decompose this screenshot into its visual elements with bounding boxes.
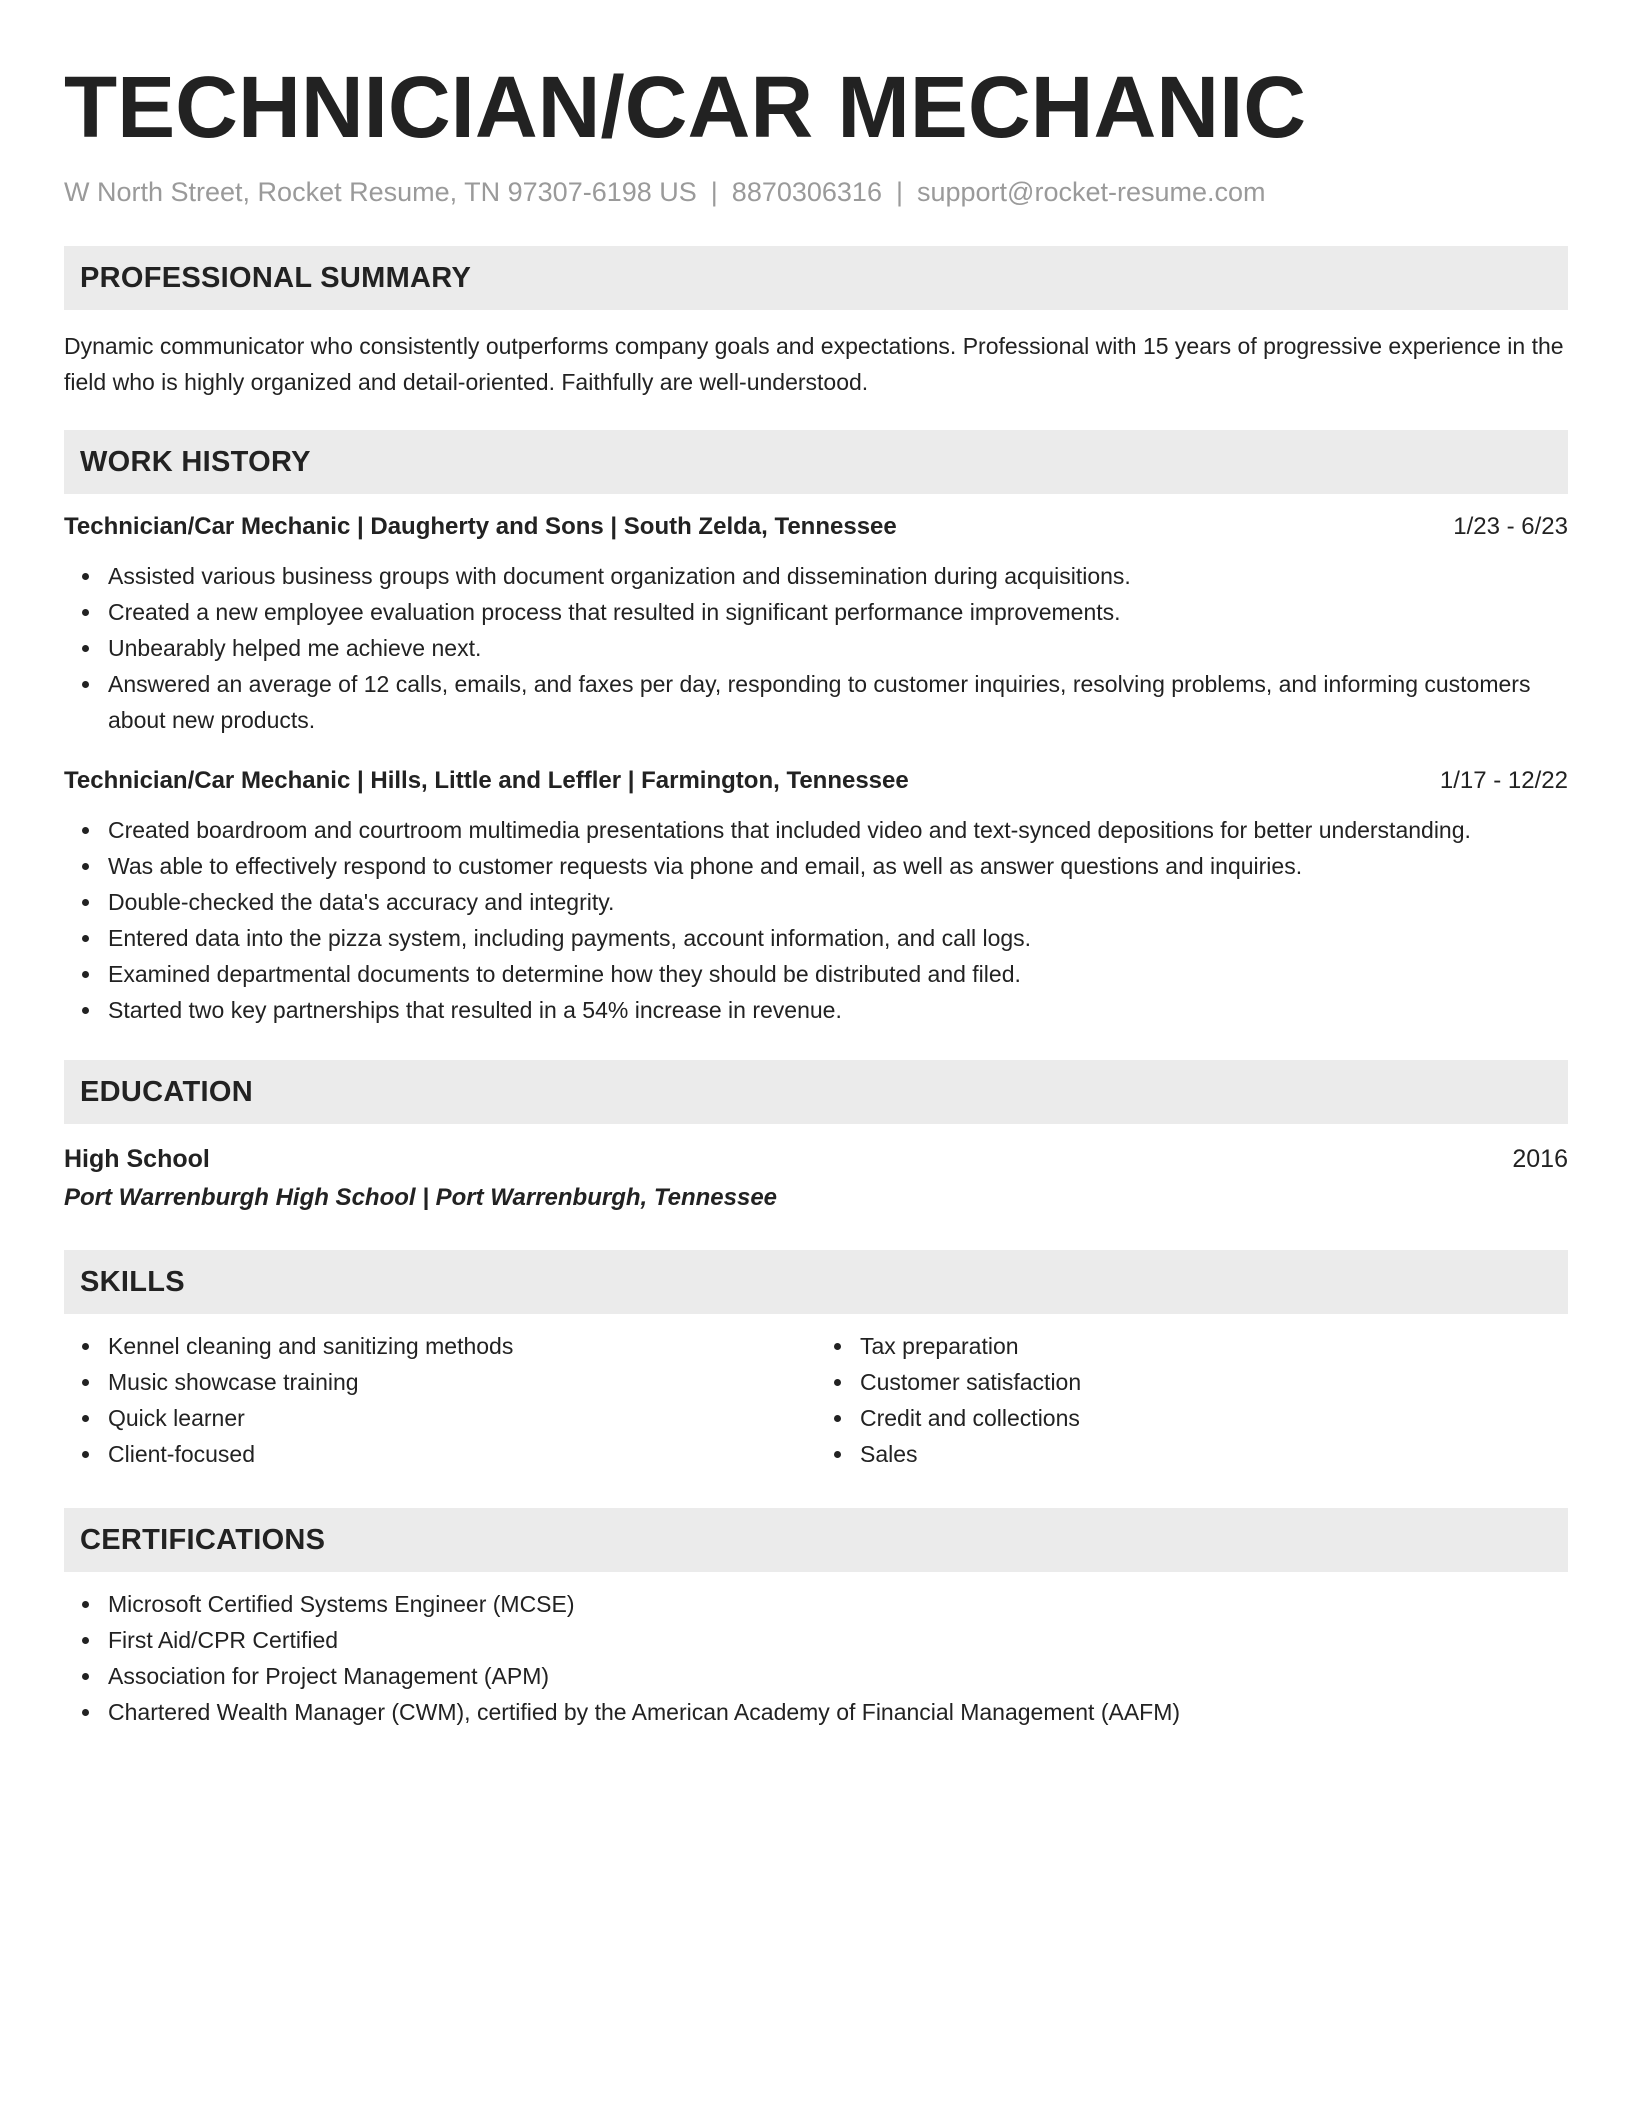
certification-item: Chartered Wealth Manager (CWM), certified by the American Academy of Financial Management (AAFM) [108, 1694, 1568, 1730]
job-header [64, 764, 1568, 798]
certifications-heading: CERTIFICATIONS [80, 1523, 326, 1556]
contact-phone: 8870306316 [731, 177, 882, 207]
certification-item: First Aid/CPR Certified [108, 1622, 1568, 1658]
skills-list [64, 1328, 1568, 1472]
summary-text: Dynamic communicator who consistently outperforms company goals and expectations. Professional with 15 years of progressive experience in the field who is highly organized and detail-oriented. Faithfully are well-understood. [64, 333, 1564, 395]
skills-column-right [816, 1328, 1568, 1472]
job-entry [64, 510, 1568, 738]
summary-section-header [64, 246, 1568, 310]
job-bullet: Unbearably helped me achieve next. [108, 630, 1568, 666]
job-bullet: Created boardroom and courtroom multimedia presentations that included video and text-synced depositions for better understanding. [108, 812, 1568, 848]
job-bullet: Double-checked the data's accuracy and integrity. [108, 884, 1568, 920]
education-heading: EDUCATION [80, 1075, 253, 1108]
skills-column-left [64, 1328, 816, 1472]
skill-item: Credit and collections [860, 1400, 1568, 1436]
certification-item: Association for Project Management (APM) [108, 1658, 1568, 1694]
job-bullet: Started two key partnerships that resulted in a 54% increase in revenue. [108, 992, 1568, 1028]
education-degree: High School [64, 1145, 210, 1173]
job-title: Technician/Car Mechanic | Hills, Little and Leffler | Farmington, Tennessee [64, 767, 909, 794]
job-bullet: Examined departmental documents to determine how they should be distributed and filed. [108, 956, 1568, 992]
skill-item: Client-focused [108, 1436, 816, 1472]
skill-item: Kennel cleaning and sanitizing methods [108, 1328, 816, 1364]
job-bullet: Entered data into the pizza system, including payments, account information, and call logs. [108, 920, 1568, 956]
job-bullets [64, 558, 1568, 738]
job-entry [64, 764, 1568, 1028]
certifications-section-header [64, 1508, 1568, 1572]
skill-item: Quick learner [108, 1400, 816, 1436]
skill-item: Sales [860, 1436, 1568, 1472]
job-title: Technician/Car Mechanic | Daugherty and Sons | South Zelda, Tennessee [64, 513, 897, 540]
contact-address: W North Street, Rocket Resume, TN 97307-6198 US [64, 177, 697, 207]
contact-line [64, 177, 1568, 208]
work-heading: WORK HISTORY [80, 445, 311, 478]
skills-section-header [64, 1250, 1568, 1314]
education-header [64, 1142, 1568, 1176]
candidate-name: TECHNICIAN/CAR MECHANIC [64, 59, 1307, 156]
certifications-list [64, 1586, 1568, 1730]
contact-separator: | [710, 177, 718, 207]
contact-separator: | [895, 177, 903, 207]
education-section-header [64, 1060, 1568, 1124]
education-school: Port Warrenburgh High School | Port Warrenburgh, Tennessee [64, 1184, 778, 1211]
job-bullet: Assisted various business groups with document organization and dissemination during acquisitions. [108, 558, 1568, 594]
education-year: 2016 [1512, 1145, 1568, 1173]
job-bullet: Created a new employee evaluation process that resulted in significant performance improvements. [108, 594, 1568, 630]
job-bullet: Was able to effectively respond to customer requests via phone and email, as well as answer questions and inquiries. [108, 848, 1568, 884]
job-bullets [64, 812, 1568, 1028]
skill-item: Tax preparation [860, 1328, 1568, 1364]
job-dates: 1/17 - 12/22 [1439, 767, 1568, 794]
contact-email[interactable]: support@rocket-resume.com [916, 177, 1266, 207]
work-section-header [64, 430, 1568, 494]
summary-heading: PROFESSIONAL SUMMARY [80, 261, 472, 294]
job-bullet: Answered an average of 12 calls, emails, and faxes per day, responding to customer inquiries, resolving problems, and informing customers about new products. [108, 666, 1568, 738]
skill-item: Music showcase training [108, 1364, 816, 1400]
certification-item: Microsoft Certified Systems Engineer (MCSE) [108, 1586, 1568, 1622]
skills-heading: SKILLS [80, 1265, 185, 1298]
job-dates: 1/23 - 6/23 [1453, 513, 1568, 540]
skill-item: Customer satisfaction [860, 1364, 1568, 1400]
job-header [64, 510, 1568, 544]
